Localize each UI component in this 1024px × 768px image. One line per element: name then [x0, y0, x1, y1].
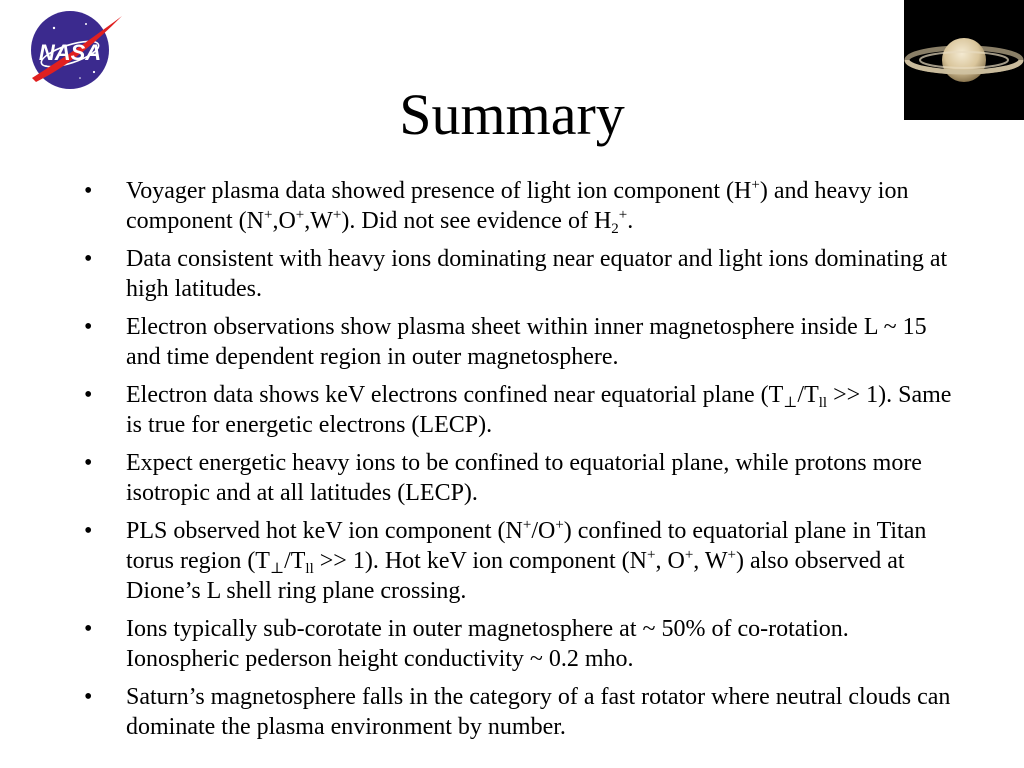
text-run: >> 1). Hot keV ion component (N — [313, 548, 647, 574]
bullet-text — [126, 314, 927, 370]
subscript: ll — [305, 561, 314, 577]
text-run: /T — [797, 382, 819, 408]
nasa-logo-text: NASA — [38, 40, 102, 65]
slide-title: Summary — [399, 82, 625, 147]
bullet-marker: • — [84, 684, 93, 710]
text-run: Electron data shows keV electrons confined near equatorial plane (T — [126, 382, 784, 408]
nasa-logo — [24, 8, 124, 90]
superscript: + — [647, 547, 656, 563]
bullet-marker: • — [84, 450, 93, 476]
bullet-marker: • — [84, 616, 93, 642]
superscript: + — [295, 207, 305, 223]
bullet-marker: • — [84, 518, 93, 544]
superscript: + — [332, 207, 342, 223]
subscript: 2 — [611, 221, 619, 237]
bullet-text — [126, 246, 947, 302]
bullet-text — [126, 684, 950, 740]
summary-bullet-list — [84, 176, 964, 750]
subscript: ll — [818, 395, 828, 411]
bullet-item — [84, 614, 964, 674]
bullet-item — [84, 312, 964, 372]
bullet-item — [84, 244, 964, 304]
superscript: + — [751, 177, 760, 193]
bullet-text — [126, 616, 849, 672]
text-run: ,W — [304, 208, 333, 234]
superscript: + — [618, 207, 628, 223]
bullet-item — [84, 176, 964, 236]
subscript: ⊥ — [783, 395, 798, 411]
text-run: >> 1). Same is true for energetic electrons (LECP). — [126, 382, 952, 438]
bullet-text — [126, 518, 926, 604]
text-run: /T — [284, 548, 306, 574]
superscript: + — [522, 517, 532, 533]
text-run: , W — [693, 548, 728, 574]
superscript: + — [727, 547, 736, 563]
subscript: ⊥ — [269, 561, 285, 577]
bullet-marker: • — [84, 314, 93, 340]
superscript: + — [263, 207, 273, 223]
bullet-item — [84, 380, 964, 440]
text-run: . — [627, 208, 634, 234]
bullet-marker: • — [84, 382, 93, 408]
bullet-item — [84, 682, 964, 742]
text-run: Expect energetic heavy ions to be confined to equatorial plane, while protons more isotropic and at all latitudes (LECP). — [126, 450, 922, 506]
bullet-marker: • — [84, 246, 93, 272]
text-run: ) and heavy ion component (N — [126, 178, 909, 234]
superscript: + — [684, 547, 694, 563]
bullet-text — [126, 450, 922, 506]
bullet-item — [84, 448, 964, 508]
bullet-text — [126, 382, 951, 438]
text-run: ,O — [272, 208, 296, 234]
text-run: Electron observations show plasma sheet within inner magnetosphere inside L ~ 15 and time dependent region in outer magnetosphere. — [126, 314, 927, 370]
text-run: ) confined to equatorial plane in Titan torus region (T — [126, 518, 927, 574]
text-run: , O — [655, 548, 685, 574]
text-run: Data consistent with heavy ions dominating near equator and light ions dominating at high latitudes. — [126, 246, 948, 302]
text-run: ). Did not see evidence of H — [341, 208, 612, 234]
text-run: ) also observed at Dione’s L shell ring plane crossing. — [126, 548, 905, 604]
bullet-item — [84, 516, 964, 606]
bullet-text — [126, 177, 909, 237]
bullet-marker: • — [84, 178, 93, 204]
text-run: Saturn’s magnetosphere falls in the category of a fast rotator where neutral clouds can dominate the plasma environment by number. — [126, 684, 951, 740]
text-run: /O — [531, 518, 556, 544]
text-run: Ions typically sub-corotate in outer magnetosphere at ~ 50% of co-rotation. Ionospheric pederson height conductivity ~ 0.2 mho. — [126, 616, 849, 672]
text-run: PLS observed hot keV ion component (N — [126, 518, 523, 544]
text-run: Voyager plasma data showed presence of light ion component (H — [126, 178, 752, 204]
superscript: + — [555, 517, 564, 533]
